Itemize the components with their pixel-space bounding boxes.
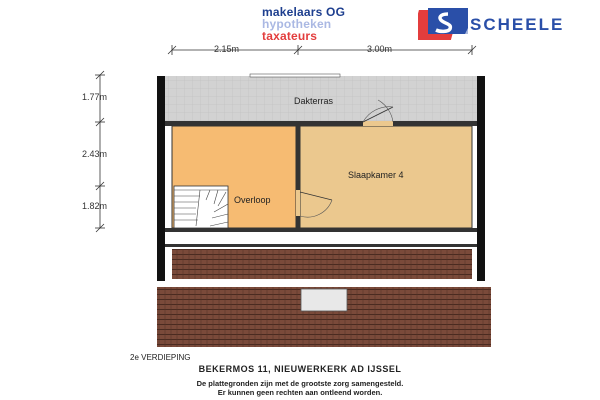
outer-wall-right [477,76,485,281]
dim-height-top: 1.77m [82,92,108,102]
disclaimer-line-1: De plattegronden zijn met de grootste zorg samengesteld. [196,379,404,388]
brand-taxateurs: taxateurs [262,29,318,43]
label-landing: Overloop [234,195,271,205]
brand-hypotheken: hypotheken [262,17,332,31]
bottom-wall [165,228,477,232]
roof-window [301,289,347,311]
dim-height-bottom: 1.82m [82,201,108,211]
dim-width-left: 2.15m [214,44,240,54]
label-terrace: Dakterras [294,96,334,106]
disclaimer-line-2: Er kunnen geen rechten aan ontleend worden. [217,388,383,397]
address: BEKERMOS 11, NIEUWERKERK AD IJSSEL [198,364,402,374]
terrace-wall [165,121,477,126]
terrace-window [250,74,340,77]
brand-makelaars: makelaars OG [262,5,346,19]
label-bedroom: Slaapkamer 4 [348,170,404,180]
logo-text: SCHEELE [470,15,565,34]
bedroom-door-gap [296,190,300,216]
dim-width-right: 3.00m [367,44,393,54]
bedroom-door-opening [363,121,393,126]
roof-upper [172,249,472,279]
floor-label: 2e VERDIEPING [130,353,191,362]
dim-height-middle: 2.43m [82,149,108,159]
bottom-wall-inner [165,244,477,247]
staircase [174,186,228,228]
outer-wall-left [157,76,165,281]
